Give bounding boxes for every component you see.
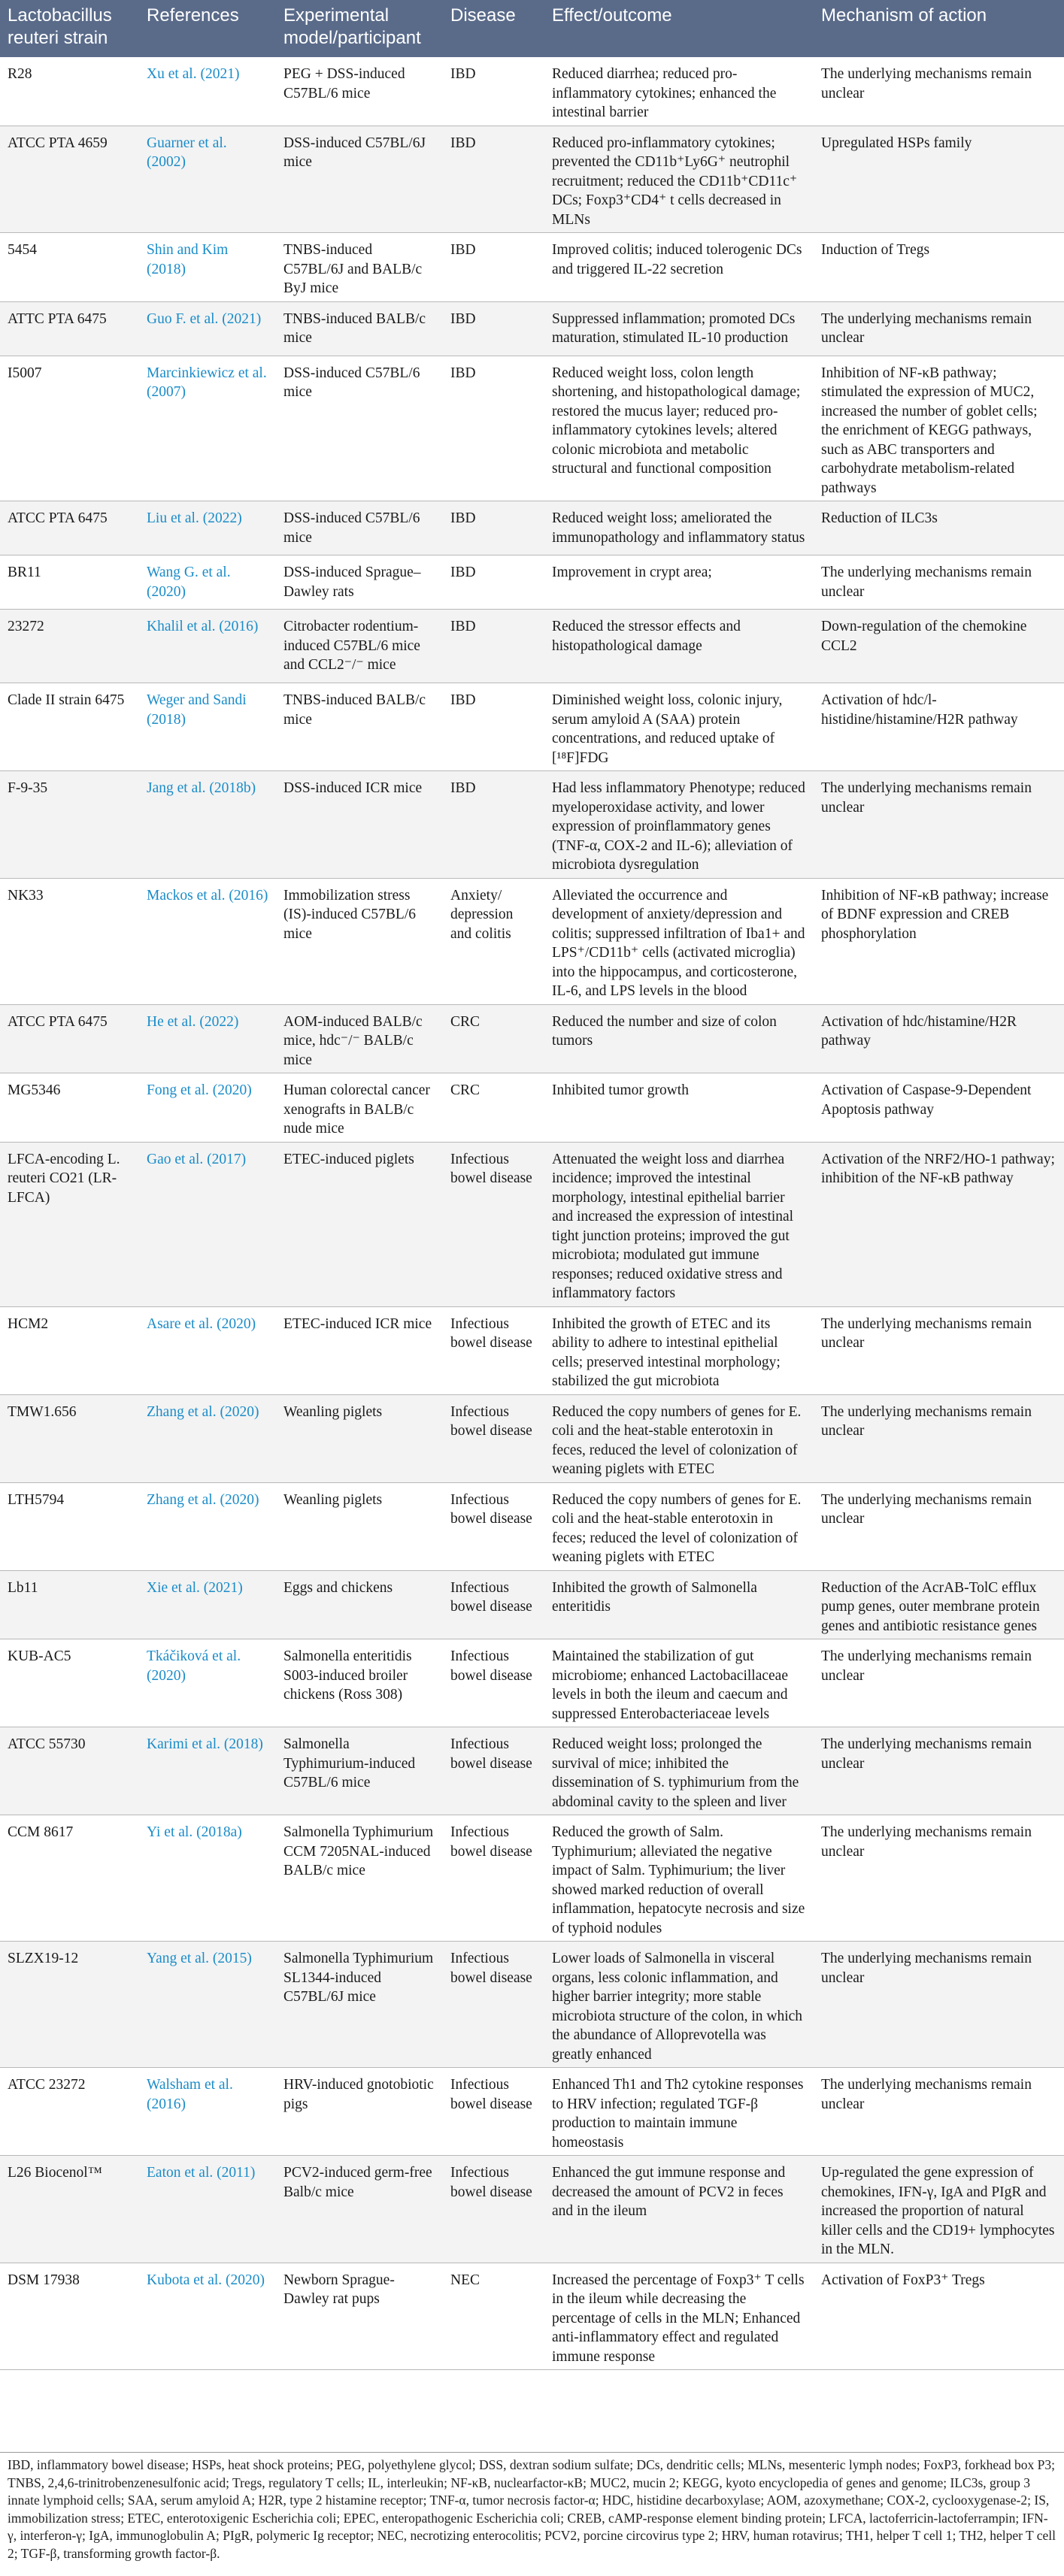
cell-model: Salmonella Typhimurium-induced C57BL/6 mice xyxy=(276,1727,443,1815)
cell-disease: IBD xyxy=(443,126,544,233)
header-references: References xyxy=(139,0,276,57)
cell-disease: IBD xyxy=(443,610,544,683)
cell-disease: IBD xyxy=(443,683,544,771)
cell-mechanism: The underlying mechanisms remain unclear xyxy=(814,1306,1064,1394)
cell-model: HRV-induced gnotobiotic pigs xyxy=(276,2068,443,2156)
table-row xyxy=(0,57,1064,126)
cell-model: PEG + DSS-induced C57BL/6 mice xyxy=(276,57,443,126)
cell-disease: IBD xyxy=(443,501,544,555)
cell-effect: Maintained the stabilization of gut microbiome; enhanced Lactobacillaceae levels in both the ileum and caecum and suppressed Enterobacteriaceae levels xyxy=(544,1639,814,1727)
cell-mechanism: The underlying mechanisms remain unclear xyxy=(814,555,1064,610)
cell-reference[interactable]: Jang et al. (2018b) xyxy=(139,771,276,879)
cell-mechanism: Upregulated HSPs family xyxy=(814,126,1064,233)
cell-model: TNBS-induced BALB/c mice xyxy=(276,683,443,771)
cell-effect: Reduced the copy numbers of genes for E. coli and the heat-stable enterotoxin in feces; reduced the level of colonization of weaning piglets with ETEC xyxy=(544,1482,814,1570)
table-row xyxy=(0,356,1064,501)
cell-reference[interactable]: Xie et al. (2021) xyxy=(139,1570,276,1639)
cell-model: DSS-induced C57BL/6 mice xyxy=(276,356,443,501)
cell-mechanism: The underlying mechanisms remain unclear xyxy=(814,1942,1064,2068)
cell-reference[interactable]: Walsham et al. (2016) xyxy=(139,2068,276,2156)
cell-reference[interactable]: Kubota et al. (2020) xyxy=(139,2263,276,2370)
cell-disease: Infectious bowel disease xyxy=(443,1942,544,2068)
cell-effect: Had less inflammatory Phenotype; reduced myeloperoxidase activity, and lower expression of proinflammatory genes (TNF-α, COX-2 and IL-6); alleviation of microbiota dysregulation xyxy=(544,771,814,879)
cell-reference[interactable]: Yi et al. (2018a) xyxy=(139,1815,276,1942)
cell-model: DSS-induced C57BL/6J mice xyxy=(276,126,443,233)
cell-disease: IBD xyxy=(443,771,544,879)
cell-effect: Reduced the growth of Salm. Typhimurium; alleviated the negative impact of Salm. Typhimurium; the liver showed marked reduction of overall inflammation, hepatocyte necrosis and size of typhoid nodules xyxy=(544,1815,814,1942)
cell-disease: Infectious bowel disease xyxy=(443,1306,544,1394)
header-disease: Disease xyxy=(443,0,544,57)
cell-mechanism: Inhibition of NF-κB pathway; stimulated the expression of MUC2, increased the number of goblet cells; the enrichment of KEGG pathways, such as ABC transporters and carbohydrate metabolism-related pathways xyxy=(814,356,1064,501)
cell-strain: NK33 xyxy=(0,878,139,1004)
cell-strain: 5454 xyxy=(0,233,139,302)
cell-strain: I5007 xyxy=(0,356,139,501)
cell-effect: Reduced the number and size of colon tumors xyxy=(544,1004,814,1073)
cell-model: PCV2-induced germ-free Balb/c mice xyxy=(276,2156,443,2263)
cell-disease: Infectious bowel disease xyxy=(443,1639,544,1727)
cell-strain: ATCC 55730 xyxy=(0,1727,139,1815)
cell-disease: Infectious bowel disease xyxy=(443,1394,544,1482)
table-row xyxy=(0,1073,1064,1143)
table-row xyxy=(0,1727,1064,1815)
cell-model: Salmonella Typhimurium CCM 7205NAL-induced BALB/c mice xyxy=(276,1815,443,1942)
cell-effect: Diminished weight loss, colonic injury, serum amyloid A (SAA) protein concentrations, and reduced uptake of [¹⁸F]FDG xyxy=(544,683,814,771)
cell-mechanism: Inhibition of NF-κB pathway; increase of BDNF expression and CREB phosphorylation xyxy=(814,878,1064,1004)
cell-effect: Inhibited tumor growth xyxy=(544,1073,814,1143)
cell-strain: TMW1.656 xyxy=(0,1394,139,1482)
table-row xyxy=(0,1570,1064,1639)
cell-reference[interactable]: Mackos et al. (2016) xyxy=(139,878,276,1004)
cell-disease: Infectious bowel disease xyxy=(443,2156,544,2263)
cell-effect: Improvement in crypt area; xyxy=(544,555,814,610)
table-row xyxy=(0,126,1064,233)
cell-mechanism: Up-regulated the gene expression of chemokines, IFN-γ, IgA and PIgR and increased the proportion of natural killer cells and the CD19+ lymphocytes in the MLN. xyxy=(814,2156,1064,2263)
cell-strain: ATCC 23272 xyxy=(0,2068,139,2156)
cell-model: Citrobacter rodentium-induced C57BL/6 mice and CCL2⁻/⁻ mice xyxy=(276,610,443,683)
cell-mechanism: The underlying mechanisms remain unclear xyxy=(814,1727,1064,1815)
table-row xyxy=(0,1482,1064,1570)
table-footnote: IBD, inflammatory bowel disease; HSPs, heat shock proteins; PEG, polyethylene glycol; DSS, dextran sodium sulfate; DCs, dendritic cells; MLNs, mesenteric lymph nodes; FoxP3, forkhead box P3; TNBS, 2,4,6-trinitrobenzenesulfonic acid; Tregs, regulatory T cells; IL, interleukin; NF-κB, nuclearfactor-κB; MUC2, mucin 2; KEGG, kyoto encyclopedia of genes and genome; ILC3s, group 3 innate lymphoid cells; SAA, serum amyloid A; H2R, type 2 histamine receptor; TNF-α, tumor necrosis factor-α; HDC, histidine decarboxylase; AOM, azoxymethane; COX-2, cyclooxygenase-2; IS, immobilization stress; ETEC, enterotoxigenic Escherichia coli; EPEC, enteropathogenic Escherichia coli; CREB, cAMP-response element binding protein; LFCA, lactoferricin-lactoferrampin; IFN-γ, interferon-γ; IgA, immunoglobulin A; PIgR, polymeric Ig receptor; NEC, necrotizing enterocolitis; PCV2, porcine circovirus type 2; HRV, human rotavirus; TH1, helper T cell 1; TH2, helper T cell 2; TGF-β, transforming growth factor-β. xyxy=(8,2457,1056,2561)
cell-reference[interactable]: Fong et al. (2020) xyxy=(139,1073,276,1143)
cell-reference[interactable]: Zhang et al. (2020) xyxy=(139,1394,276,1482)
cell-strain: F-9-35 xyxy=(0,771,139,879)
cell-model: DSS-induced ICR mice xyxy=(276,771,443,879)
cell-mechanism: Down-regulation of the chemokine CCL2 xyxy=(814,610,1064,683)
table-body xyxy=(0,57,1064,2370)
cell-disease: Anxiety/ depression and colitis xyxy=(443,878,544,1004)
cell-model: Human colorectal cancer xenografts in BALB/c nude mice xyxy=(276,1073,443,1143)
cell-mechanism: The underlying mechanisms remain unclear xyxy=(814,1394,1064,1482)
cell-disease: IBD xyxy=(443,233,544,302)
table-row xyxy=(0,771,1064,879)
cell-model: ETEC-induced ICR mice xyxy=(276,1306,443,1394)
table-row xyxy=(0,1394,1064,1482)
cell-model: TNBS-induced C57BL/6J and BALB/c ByJ mice xyxy=(276,233,443,302)
cell-reference[interactable]: Guarner et al. (2002) xyxy=(139,126,276,233)
table-row xyxy=(0,2263,1064,2370)
cell-disease: IBD xyxy=(443,57,544,126)
footnote-divider xyxy=(0,2452,1064,2453)
cell-model: DSS-induced C57BL/6 mice xyxy=(276,501,443,555)
table-row xyxy=(0,2068,1064,2156)
cell-effect: Reduced the copy numbers of genes for E. coli and the heat-stable enterotoxin in feces, reduced the level of colonization of weaning piglets with ETEC xyxy=(544,1394,814,1482)
cell-model: TNBS-induced BALB/c mice xyxy=(276,301,443,356)
cell-model: Immobilization stress (IS)-induced C57BL/6 mice xyxy=(276,878,443,1004)
cell-strain: CCM 8617 xyxy=(0,1815,139,1942)
cell-model: ETEC-induced piglets xyxy=(276,1142,443,1306)
cell-disease: Infectious bowel disease xyxy=(443,1482,544,1570)
cell-disease: Infectious bowel disease xyxy=(443,1815,544,1942)
cell-mechanism: The underlying mechanisms remain unclear xyxy=(814,1815,1064,1942)
table-row xyxy=(0,1815,1064,1942)
cell-reference[interactable]: Shin and Kim (2018) xyxy=(139,233,276,302)
cell-disease: Infectious bowel disease xyxy=(443,2068,544,2156)
cell-mechanism: Activation of FoxP3⁺ Tregs xyxy=(814,2263,1064,2370)
cell-model: Eggs and chickens xyxy=(276,1570,443,1639)
cell-reference[interactable]: Gao et al. (2017) xyxy=(139,1142,276,1306)
cell-mechanism: The underlying mechanisms remain unclear xyxy=(814,301,1064,356)
cell-effect: Reduced pro-inflammatory cytokines; prevented the CD11b⁺Ly6G⁺ neutrophil recruitment; reduced the CD11b⁺CD11c⁺ DCs; Foxp3⁺CD4⁺ t cells decreased in MLNs xyxy=(544,126,814,233)
cell-effect: Attenuated the weight loss and diarrhea incidence; improved the intestinal morphology, intestinal epithelial barrier and increased the expression of intestinal tight junction proteins; improved the gut microbiota; modulated gut immune responses; reduced oxidative stress and inflammatory factors xyxy=(544,1142,814,1306)
table-row xyxy=(0,1142,1064,1306)
cell-strain: MG5346 xyxy=(0,1073,139,1143)
cell-mechanism: Activation of Caspase-9-Dependent Apoptosis pathway xyxy=(814,1073,1064,1143)
cell-effect: Reduced diarrhea; reduced pro-inflammatory cytokines; enhanced the intestinal barrier xyxy=(544,57,814,126)
cell-mechanism: The underlying mechanisms remain unclear xyxy=(814,2068,1064,2156)
cell-reference[interactable]: He et al. (2022) xyxy=(139,1004,276,1073)
cell-strain: R28 xyxy=(0,57,139,126)
cell-strain: HCM2 xyxy=(0,1306,139,1394)
cell-strain: DSM 17938 xyxy=(0,2263,139,2370)
cell-reference[interactable]: Guo F. et al. (2021) xyxy=(139,301,276,356)
cell-strain: ATTC PTA 6475 xyxy=(0,301,139,356)
cell-disease: CRC xyxy=(443,1073,544,1143)
cell-strain: SLZX19-12 xyxy=(0,1942,139,2068)
cell-disease: IBD xyxy=(443,356,544,501)
cell-model: Newborn Sprague-Dawley rat pups xyxy=(276,2263,443,2370)
cell-mechanism: Reduction of the AcrAB-TolC efflux pump genes, outer membrane protein genes and antibiotic resistance genes xyxy=(814,1570,1064,1639)
cell-mechanism: Reduction of ILC3s xyxy=(814,501,1064,555)
header-mechanism: Mechanism of action xyxy=(814,0,1064,57)
table-row xyxy=(0,501,1064,555)
table-row xyxy=(0,2156,1064,2263)
cell-effect: Reduced weight loss; prolonged the survival of mice; inhibited the dissemination of S. typhimurium from the abdominal cavity to the spleen and liver xyxy=(544,1727,814,1815)
cell-mechanism: Activation of the NRF2/HO-1 pathway; inhibition of the NF-κB pathway xyxy=(814,1142,1064,1306)
cell-strain: ATCC PTA 6475 xyxy=(0,1004,139,1073)
cell-model: DSS-induced Sprague–Dawley rats xyxy=(276,555,443,610)
cell-effect: Increased the percentage of Foxp3⁺ T cells in the ileum while decreasing the percentage of cells in the MLN; Enhanced anti-inflammatory effect and regulated immune response xyxy=(544,2263,814,2370)
cell-strain: ATCC PTA 4659 xyxy=(0,126,139,233)
cell-effect: Reduced the stressor effects and histopathological damage xyxy=(544,610,814,683)
table-row xyxy=(0,301,1064,356)
cell-disease: CRC xyxy=(443,1004,544,1073)
cell-effect: Enhanced Th1 and Th2 cytokine responses to HRV infection; regulated TGF-β production to maintain immune homeostasis xyxy=(544,2068,814,2156)
cell-mechanism: Activation of hdc/l-histidine/histamine/H2R pathway xyxy=(814,683,1064,771)
table-row xyxy=(0,555,1064,610)
cell-reference[interactable]: Wang G. et al. (2020) xyxy=(139,555,276,610)
cell-effect: Suppressed inflammation; promoted DCs maturation, stimulated IL-10 production xyxy=(544,301,814,356)
header-model: Experimental model/participant xyxy=(276,0,443,57)
cell-reference[interactable]: Karimi et al. (2018) xyxy=(139,1727,276,1815)
cell-disease: Infectious bowel disease xyxy=(443,1570,544,1639)
cell-mechanism: Induction of Tregs xyxy=(814,233,1064,302)
cell-effect: Inhibited the growth of Salmonella enteritidis xyxy=(544,1570,814,1639)
cell-disease: NEC xyxy=(443,2263,544,2370)
cell-mechanism: The underlying mechanisms remain unclear xyxy=(814,57,1064,126)
cell-strain: ATCC PTA 6475 xyxy=(0,501,139,555)
cell-effect: Inhibited the growth of ETEC and its ability to adhere to intestinal epithelial cells; preserved intestinal morphology; stabilized the gut microbiota xyxy=(544,1306,814,1394)
cell-reference[interactable]: Yang et al. (2015) xyxy=(139,1942,276,2068)
cell-effect: Alleviated the occurrence and development of anxiety/depression and colitis; suppressed infiltration of Iba1+ and LPS⁺/CD11b⁺ cells (activated microglia) into the hippocampus, and corticosterone, IL-6, and LPS levels in the blood xyxy=(544,878,814,1004)
cell-strain: BR11 xyxy=(0,555,139,610)
cell-reference[interactable]: Marcinkiewicz et al. (2007) xyxy=(139,356,276,501)
cell-disease: IBD xyxy=(443,301,544,356)
header-strain: Lactobacillus reuteri strain xyxy=(0,0,139,57)
cell-reference[interactable]: Weger and Sandi (2018) xyxy=(139,683,276,771)
cell-mechanism: The underlying mechanisms remain unclear xyxy=(814,1639,1064,1727)
cell-mechanism: The underlying mechanisms remain unclear xyxy=(814,1482,1064,1570)
cell-strain: L26 Biocenol™ xyxy=(0,2156,139,2263)
cell-mechanism: Activation of hdc/histamine/H2R pathway xyxy=(814,1004,1064,1073)
cell-reference[interactable]: Eaton et al. (2011) xyxy=(139,2156,276,2263)
cell-reference[interactable]: Liu et al. (2022) xyxy=(139,501,276,555)
cell-strain: 23272 xyxy=(0,610,139,683)
cell-disease: IBD xyxy=(443,555,544,610)
table-row xyxy=(0,233,1064,302)
cell-reference[interactable]: Xu et al. (2021) xyxy=(139,57,276,126)
cell-effect: Reduced weight loss; ameliorated the immunopathology and inflammatory status xyxy=(544,501,814,555)
table-row xyxy=(0,1639,1064,1727)
table-row xyxy=(0,683,1064,771)
cell-reference[interactable]: Zhang et al. (2020) xyxy=(139,1482,276,1570)
cell-model: Weanling piglets xyxy=(276,1394,443,1482)
cell-effect: Lower loads of Salmonella in visceral organs, less colonic inflammation, and higher barrier integrity; more stable microbiota structure of the colon, in which the abundance of Alloprevotella was greatly enhanced xyxy=(544,1942,814,2068)
table-row xyxy=(0,1004,1064,1073)
cell-reference[interactable]: Khalil et al. (2016) xyxy=(139,610,276,683)
cell-strain: LTH5794 xyxy=(0,1482,139,1570)
table-row xyxy=(0,1942,1064,2068)
header-effect: Effect/outcome xyxy=(544,0,814,57)
table-row xyxy=(0,610,1064,683)
cell-mechanism: The underlying mechanisms remain unclear xyxy=(814,771,1064,879)
cell-model: AOM-induced BALB/c mice, hdc⁻/⁻ BALB/c mice xyxy=(276,1004,443,1073)
cell-model: Weanling piglets xyxy=(276,1482,443,1570)
cell-strain: Clade II strain 6475 xyxy=(0,683,139,771)
cell-model: Salmonella Typhimurium SL1344-induced C57BL/6J mice xyxy=(276,1942,443,2068)
cell-disease: Infectious bowel disease xyxy=(443,1727,544,1815)
cell-reference[interactable]: Asare et al. (2020) xyxy=(139,1306,276,1394)
cell-strain: Lb11 xyxy=(0,1570,139,1639)
table-row xyxy=(0,1306,1064,1394)
cell-effect: Enhanced the gut immune response and decreased the amount of PCV2 in feces and in the ileum xyxy=(544,2156,814,2263)
cell-effect: Improved colitis; induced tolerogenic DCs and triggered IL-22 secretion xyxy=(544,233,814,302)
cell-model: Salmonella enteritidis S003-induced broiler chickens (Ross 308) xyxy=(276,1639,443,1727)
cell-strain: KUB-AC5 xyxy=(0,1639,139,1727)
cell-disease: Infectious bowel disease xyxy=(443,1142,544,1306)
cell-effect: Reduced weight loss, colon length shortening, and histopathological damage; restored the mucus layer; reduced pro-inflammatory cytokines levels; altered colonic microbiota and metabolic structural and functional composition xyxy=(544,356,814,501)
table-header-row xyxy=(0,0,1064,57)
cell-strain: LFCA-encoding L. reuteri CO21 (LR-LFCA) xyxy=(0,1142,139,1306)
cell-reference[interactable]: Tkáčiková et al. (2020) xyxy=(139,1639,276,1727)
table-row xyxy=(0,878,1064,1004)
